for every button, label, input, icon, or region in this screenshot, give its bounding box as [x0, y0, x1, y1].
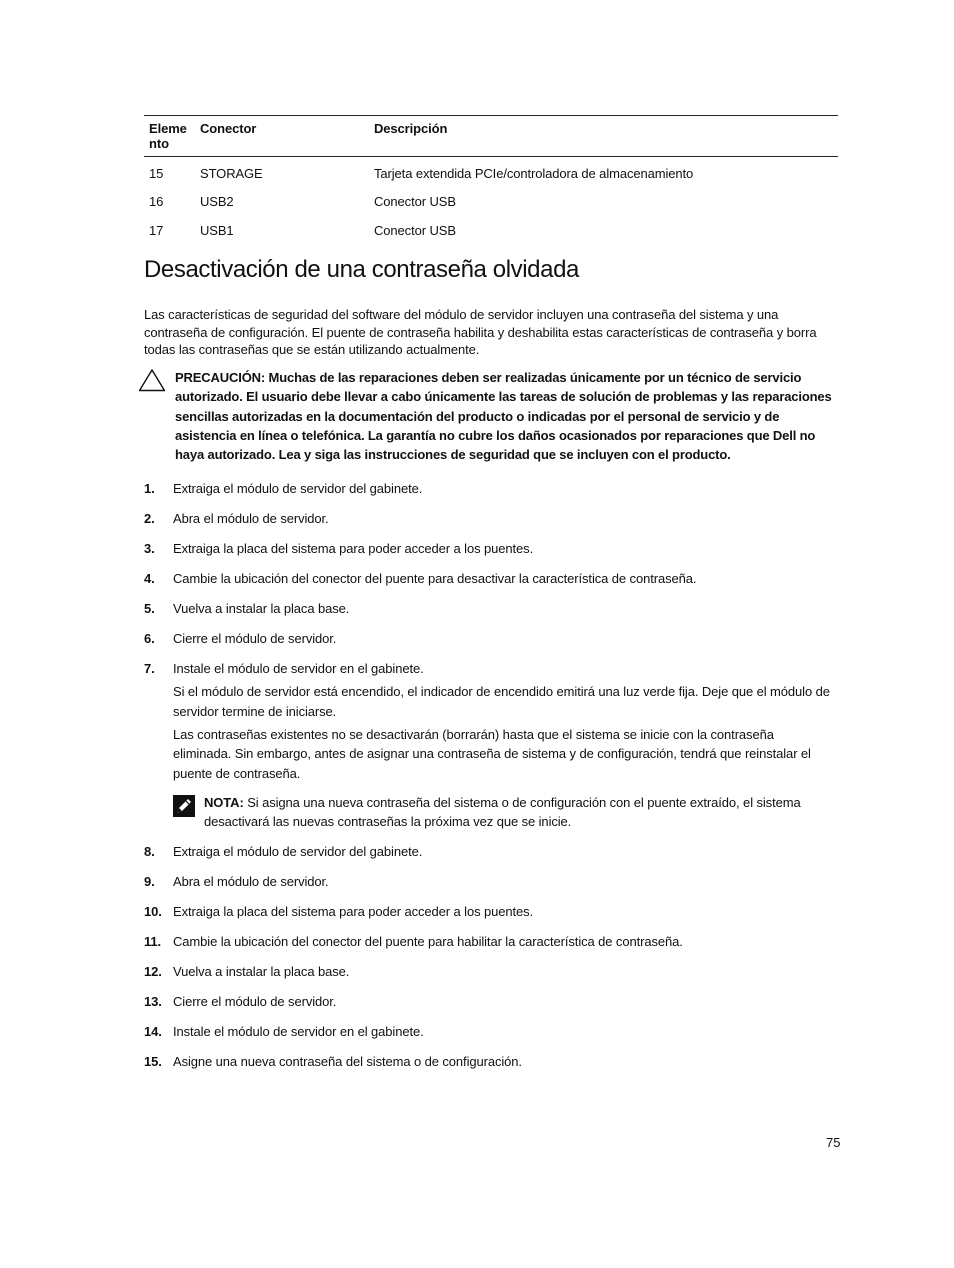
note-pencil-icon: [173, 795, 195, 817]
list-item: [144, 660, 844, 831]
step-number: 14.: [144, 1024, 162, 1040]
table-header-description: Descripción: [369, 116, 838, 157]
step-text: Instale el módulo de servidor en el gabinete.: [173, 661, 424, 676]
table-header-row: [144, 116, 838, 157]
table-cell: STORAGE: [200, 165, 263, 181]
step-number: 11.: [144, 934, 162, 950]
table-cell: 15: [149, 165, 164, 181]
note-body: Si asigna una nueva contraseña del sistema o de configuración con el puente extraído, el sistema desactivará las nuevas contraseñas la próxima vez que se inicie.: [204, 794, 801, 830]
section-heading: Desactivación de una contraseña olvidada: [144, 256, 579, 283]
caution-triangle-icon: [138, 368, 166, 392]
step-number: 9.: [144, 874, 155, 890]
step-number: 5.: [144, 601, 155, 616]
table-cell: Tarjeta extendida PCIe/controladora de almacenamiento: [374, 165, 694, 181]
list-item: [144, 933, 844, 951]
step-text: Abra el módulo de servidor.: [173, 511, 329, 526]
step-number: 4.: [144, 571, 155, 586]
step-text: Cierre el módulo de servidor.: [173, 994, 337, 1010]
list-item: [144, 903, 844, 921]
step-text: Cierre el módulo de servidor.: [173, 631, 337, 646]
note-text: [204, 793, 833, 832]
list-item: [144, 510, 844, 528]
step-number: 1.: [144, 481, 155, 496]
note-label: NOTA:: [204, 794, 244, 810]
step-number: 3.: [144, 541, 155, 556]
step-number: 10.: [144, 904, 162, 920]
step-text: Cambie la ubicación del conector del puente para habilitar la característica de contraseña.: [173, 934, 683, 950]
list-item: [144, 480, 844, 498]
table-header-connector: Conector: [195, 116, 369, 157]
list-item: [144, 843, 844, 861]
table-row: [144, 157, 838, 188]
table-header-element: Eleme nto: [144, 116, 195, 157]
step-text: Vuelva a instalar la placa base.: [173, 601, 350, 616]
table-cell: Conector USB: [374, 222, 456, 238]
step-text: Extraiga el módulo de servidor del gabinete.: [173, 844, 423, 860]
step-text: Extraiga la placa del sistema para poder acceder a los puentes.: [173, 904, 534, 920]
step-number: 13.: [144, 994, 162, 1010]
list-item: [144, 570, 844, 588]
connector-table: [144, 115, 838, 245]
list-item: [144, 540, 844, 558]
caution-text: PRECAUCIÓN: Muchas de las reparaciones deben ser realizadas únicamente por un técnico de servicio autorizado. El usuario debe llevar a cabo únicamente las tareas de solución de problemas y las reparaciones sencillas autorizadas en la documentación del producto o indicadas por el personal de servicio y de asistencia en línea o telefónica. La garantía no cubre los daños ocasionados por reparaciones que Dell no haya autorizado. Lea y siga las instrucciones de seguridad que se incluyen con el producto.: [175, 370, 832, 463]
step-text: Cambie la ubicación del conector del puente para desactivar la característica de contraseña.: [173, 571, 697, 586]
list-item: [144, 993, 844, 1011]
step-text: Vuelva a instalar la placa base.: [173, 964, 350, 980]
table-cell: USB2: [200, 194, 234, 210]
step-text: Asigne una nueva contraseña del sistema o de configuración.: [173, 1054, 522, 1070]
list-item: [144, 1053, 844, 1071]
table-row: [144, 216, 838, 245]
note-box: [173, 793, 833, 832]
list-item: [144, 1023, 844, 1041]
step-detail: Las contraseñas existentes no se desactivarán (borrarán) hasta que el sistema se inicie con la contraseña eliminada. Sin embargo, antes de asignar una contraseña de sistema y de configuración, tendrá que reinstalar el puente de contraseña.: [173, 727, 811, 781]
step-number: 7.: [144, 661, 155, 676]
list-item: [144, 963, 844, 981]
step-number: 12.: [144, 964, 162, 980]
page-number: 75: [826, 1135, 841, 1150]
list-item: [144, 873, 844, 891]
table-cell: 17: [149, 222, 164, 238]
procedure-steps: [144, 480, 844, 1071]
intro-paragraph: Las características de seguridad del software del módulo de servidor incluyen una contraseña del sistema y una contraseña de configuración. El puente de contraseña habilita y deshabilita estas características de contraseña y borra todas las contraseñas que se están utilizando actualmente.: [144, 307, 817, 357]
step-number: 15.: [144, 1054, 162, 1070]
step-number: 8.: [144, 844, 155, 860]
step-detail: Si el módulo de servidor está encendido, el indicador de encendido emitirá una luz verde fija. Deje que el módulo de servidor termine de iniciarse.: [173, 684, 830, 719]
step-number: 6.: [144, 631, 155, 646]
list-item: [144, 600, 844, 618]
table-cell: 16: [149, 194, 164, 210]
table-cell: USB1: [200, 222, 234, 238]
step-number: 2.: [144, 511, 155, 526]
step-text: Abra el módulo de servidor.: [173, 874, 329, 890]
step-text: Extraiga la placa del sistema para poder acceder a los puentes.: [173, 541, 534, 556]
table-row: [144, 188, 838, 217]
step-text: Extraiga el módulo de servidor del gabinete.: [173, 481, 423, 496]
step-text: Instale el módulo de servidor en el gabinete.: [173, 1024, 424, 1040]
table-cell: Conector USB: [374, 194, 456, 210]
list-item: [144, 630, 844, 648]
